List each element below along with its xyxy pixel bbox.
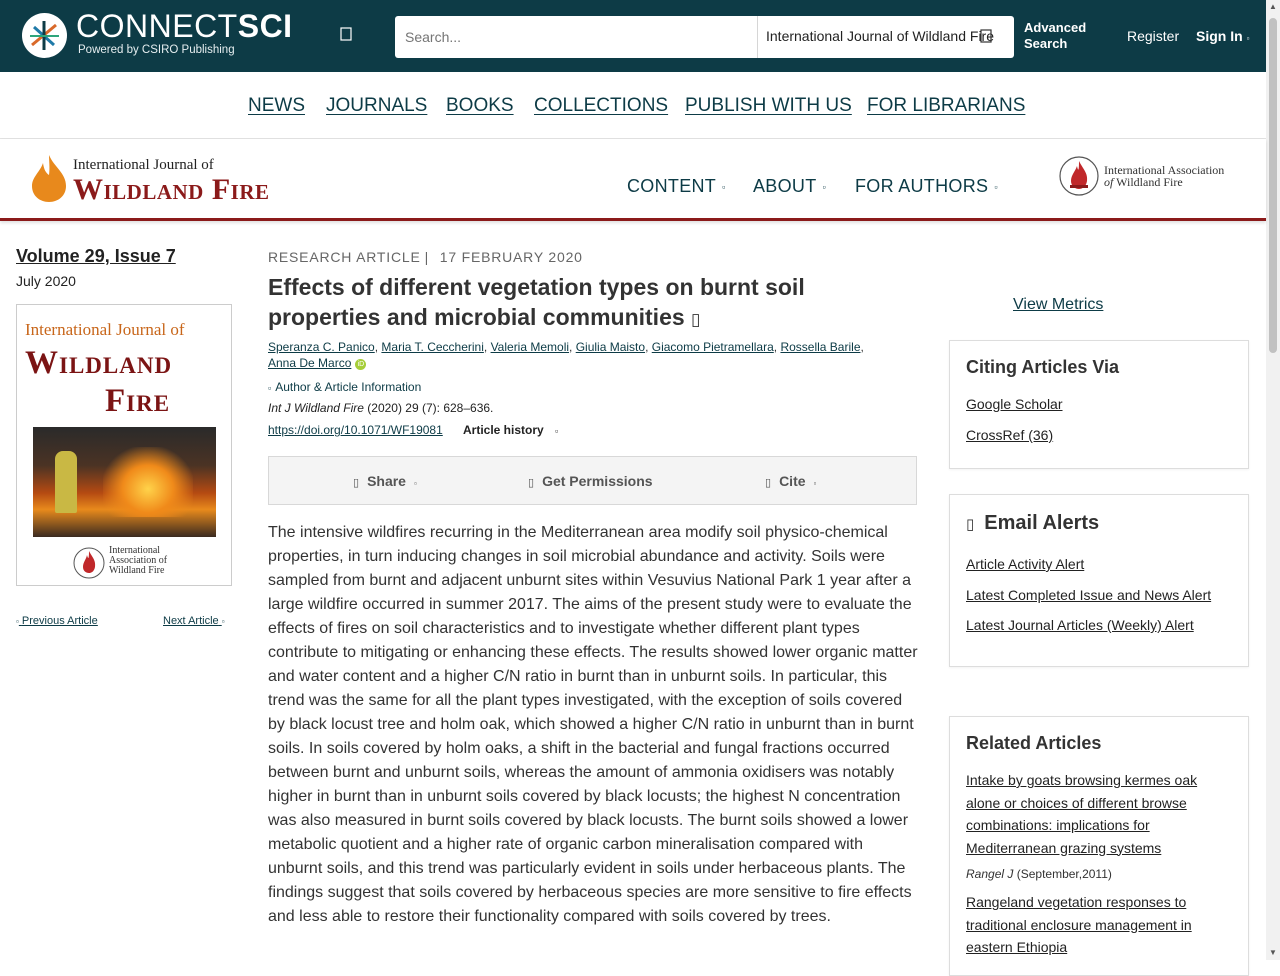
article-activity-alert-link[interactable]: Article Activity Alert bbox=[966, 556, 1085, 572]
cite-button[interactable]: ▯ Cite ▫ bbox=[765, 473, 817, 489]
article-history-toggle[interactable]: Article history ▫ bbox=[463, 423, 559, 437]
google-scholar-link[interactable]: Google Scholar bbox=[966, 396, 1063, 412]
site-header bbox=[0, 0, 1266, 72]
scroll-thumb[interactable] bbox=[1269, 18, 1277, 353]
article-citation: Int J Wildland Fire (2020) 29 (7): 628–636. bbox=[268, 401, 494, 415]
email-alerts-panel bbox=[949, 494, 1249, 667]
related-articles-panel bbox=[949, 716, 1249, 976]
latest-articles-alert-link[interactable]: Latest Journal Articles (Weekly) Alert bbox=[966, 617, 1194, 633]
main-nav bbox=[0, 72, 1266, 139]
email-alerts-title: ▯ Email Alerts bbox=[966, 512, 1100, 534]
chevron-down-icon: ▫ bbox=[813, 479, 817, 488]
issue-date: July 2020 bbox=[16, 273, 76, 289]
get-permissions-button[interactable]: ▯ Get Permissions bbox=[528, 473, 653, 489]
chevron-down-icon: ▫ bbox=[1246, 34, 1250, 43]
chevron-down-icon: ▫ bbox=[994, 182, 998, 193]
nav-for-librarians[interactable]: FOR LIBRARIANS bbox=[867, 95, 1026, 116]
permissions-icon: ▯ bbox=[528, 477, 535, 489]
citing-articles-title: Citing Articles Via bbox=[966, 357, 1120, 377]
author-link[interactable]: Maria T. Ceccherini bbox=[381, 340, 484, 354]
site-name[interactable]: CONNECTSCI bbox=[76, 8, 293, 44]
nav-journals[interactable]: JOURNALS bbox=[326, 95, 428, 116]
chevron-left-icon: ▫ bbox=[16, 617, 19, 626]
author-link[interactable]: Valeria Memoli bbox=[490, 340, 570, 354]
chevron-down-icon: ▫ bbox=[413, 479, 417, 488]
article-title: Effects of different vegetation types on burnt soil properties and microbial communities ▯ bbox=[268, 274, 805, 330]
flame-logo-icon[interactable] bbox=[30, 153, 68, 208]
chevron-right-icon: ▫ bbox=[221, 617, 225, 626]
menu-icon[interactable] bbox=[340, 26, 356, 44]
chevron-down-icon: ▫ bbox=[555, 426, 559, 436]
cover-title-line2: Wildland bbox=[25, 345, 173, 381]
chevron-down-icon: ▫ bbox=[822, 182, 827, 193]
orcid-icon[interactable]: iD bbox=[355, 359, 366, 370]
journal-title-small[interactable]: International Journal of bbox=[73, 157, 214, 173]
iawf-logo-icon[interactable] bbox=[1058, 155, 1100, 202]
share-button[interactable]: ▯ Share ▫ bbox=[353, 473, 417, 489]
article-abstract: The intensive wildfires recurring in the Mediterranean area modify soil physico-chemical properties, in turn inducing changes in soil microbial abundance and activity. Soils were sampled from burnt and adjacent unburnt sites within Vesuvius National Park 1 year after a large wildfire occurred in summer 2017. The aims of the present study were to evaluate the effects of fires on soil characteristics and to investigate whether different plant types contribute to mitigating or enhancing these effects. The results showed lower organic matter and water content and a higher C/N ratio in burnt than in unburnt soils. In particular, this trend was the same for all the plant types investigated, with the exception of soils covered by black locust tree and holm oak, which showed a higher C/N ratio in unburnt than in burnt soils. In soils covered by holm oaks, a shift in the bacterial and fungal fractions occurred between burnt and unburnt soils, whereas the amount of ammonia oxidisers was notably higher in burnt than in unburnt soils covered by black locusts; the highest N concentration was also measured in burnt soils covered by black locusts. The burnt soils showed a lower metabolic quotient and a higher rate of organic carbon mineralisation compared with unburnt soils, and this trend was particularly evident in soils under herbaceous plants. The findings suggest that soils covered by herbaceous species are more sensitive to fire effects and less able to restore their functionality compared with soils covered by trees. bbox=[268, 524, 918, 925]
nav-collections[interactable]: COLLECTIONS bbox=[534, 95, 669, 116]
author-link[interactable]: Rossella Barile bbox=[780, 340, 861, 354]
previous-article-link[interactable]: ▫ Previous Article bbox=[16, 615, 98, 627]
journal-nav-about[interactable]: ABOUT ▫ bbox=[753, 176, 827, 196]
journal-header bbox=[0, 139, 1266, 221]
nav-books[interactable]: BOOKS bbox=[446, 95, 514, 116]
nav-news[interactable]: NEWS bbox=[248, 95, 305, 116]
journal-nav-for-authors[interactable]: FOR AUTHORS ▫ bbox=[855, 176, 998, 196]
nav-publish-with-us[interactable]: PUBLISH WITH US bbox=[685, 95, 852, 116]
connectsci-logo-icon[interactable] bbox=[22, 13, 67, 58]
related-article-meta: Rangel J (September,2011) bbox=[966, 867, 1112, 881]
citing-articles-panel bbox=[949, 340, 1249, 469]
author-info-toggle[interactable]: ▫ Author & Article Information bbox=[268, 380, 422, 394]
search-icon[interactable] bbox=[980, 28, 996, 46]
related-articles-title: Related Articles bbox=[966, 733, 1102, 753]
latest-issue-alert-link[interactable]: Latest Completed Issue and News Alert bbox=[966, 587, 1212, 603]
cover-iawf-text: International Association of Wildland Fire bbox=[109, 545, 168, 576]
cover-photo bbox=[33, 427, 216, 537]
author-link[interactable]: Giulia Maisto bbox=[575, 340, 646, 354]
search-box bbox=[395, 16, 1014, 58]
site-tagline: Powered by CSIRO Publishing bbox=[78, 44, 235, 56]
search-input[interactable] bbox=[395, 16, 757, 58]
envelope-icon: ▯ bbox=[966, 516, 975, 533]
search-scope-select[interactable]: International Journal of Wildland Fire bbox=[766, 28, 995, 44]
plus-icon: ▫ bbox=[268, 383, 272, 393]
scroll-down-arrow-icon[interactable]: ▼ bbox=[1269, 948, 1277, 957]
next-article-link[interactable]: Next Article ▫ bbox=[163, 615, 225, 627]
article-toolbar bbox=[268, 456, 917, 505]
related-article-link[interactable]: Rangeland vegetation responses to traditional enclosure management in eastern Ethiopia bbox=[966, 894, 1192, 955]
author-link[interactable]: Giacomo Pietramellara bbox=[651, 340, 774, 354]
share-icon: ▯ bbox=[353, 477, 360, 489]
scroll-up-arrow-icon[interactable]: ▲ bbox=[1269, 2, 1277, 11]
search-divider bbox=[757, 16, 758, 58]
journal-title-big[interactable]: Wildland Fire bbox=[73, 173, 270, 206]
journal-nav-content[interactable]: CONTENT ▫ bbox=[627, 176, 726, 196]
issue-volume-link[interactable]: Volume 29, Issue 7 bbox=[16, 246, 176, 266]
cite-icon: ▯ bbox=[765, 477, 772, 489]
bookmark-icon[interactable]: ▯ bbox=[691, 310, 701, 329]
advanced-search-link[interactable]: Advanced Search bbox=[1024, 20, 1087, 51]
doi-link[interactable]: https://doi.org/10.1071/WF19081 bbox=[268, 423, 443, 437]
chevron-down-icon: ▫ bbox=[722, 182, 726, 193]
cover-firefighter-shape bbox=[55, 451, 77, 513]
register-link[interactable]: Register bbox=[1127, 28, 1180, 44]
related-article-link[interactable]: Intake by goats browsing kermes oak alone or choices of different browse combinations: implications for Mediterranean grazing systems bbox=[966, 772, 1198, 856]
page-scrollbar[interactable] bbox=[1266, 0, 1280, 960]
cover-iawf-logo-icon bbox=[72, 546, 106, 585]
cover-title-line3: Fire bbox=[105, 383, 171, 419]
view-metrics-link[interactable]: View Metrics bbox=[1013, 296, 1104, 313]
cover-fire-shape bbox=[103, 447, 193, 517]
author-link[interactable]: Anna De Marco bbox=[268, 356, 352, 370]
iawf-logo-text: International Association of Wildland Fire bbox=[1104, 163, 1225, 189]
article-type-date: RESEARCH ARTICLE | 17 FEBRUARY 2020 bbox=[268, 249, 583, 265]
author-link[interactable]: Speranza C. Panico bbox=[268, 340, 375, 354]
crossref-link[interactable]: CrossRef (36) bbox=[966, 427, 1054, 443]
sign-in-link[interactable]: Sign In ▫ bbox=[1196, 28, 1250, 44]
cover-title-line1: International Journal of bbox=[25, 320, 185, 339]
issue-cover-image[interactable] bbox=[16, 304, 232, 586]
author-list: Speranza C. Panico, Maria T. Ceccherini, Valeria Memoli, Giulia Maisto, Giacomo Pietramellara, Rossella Barile, Anna De Marco iD bbox=[268, 340, 864, 370]
